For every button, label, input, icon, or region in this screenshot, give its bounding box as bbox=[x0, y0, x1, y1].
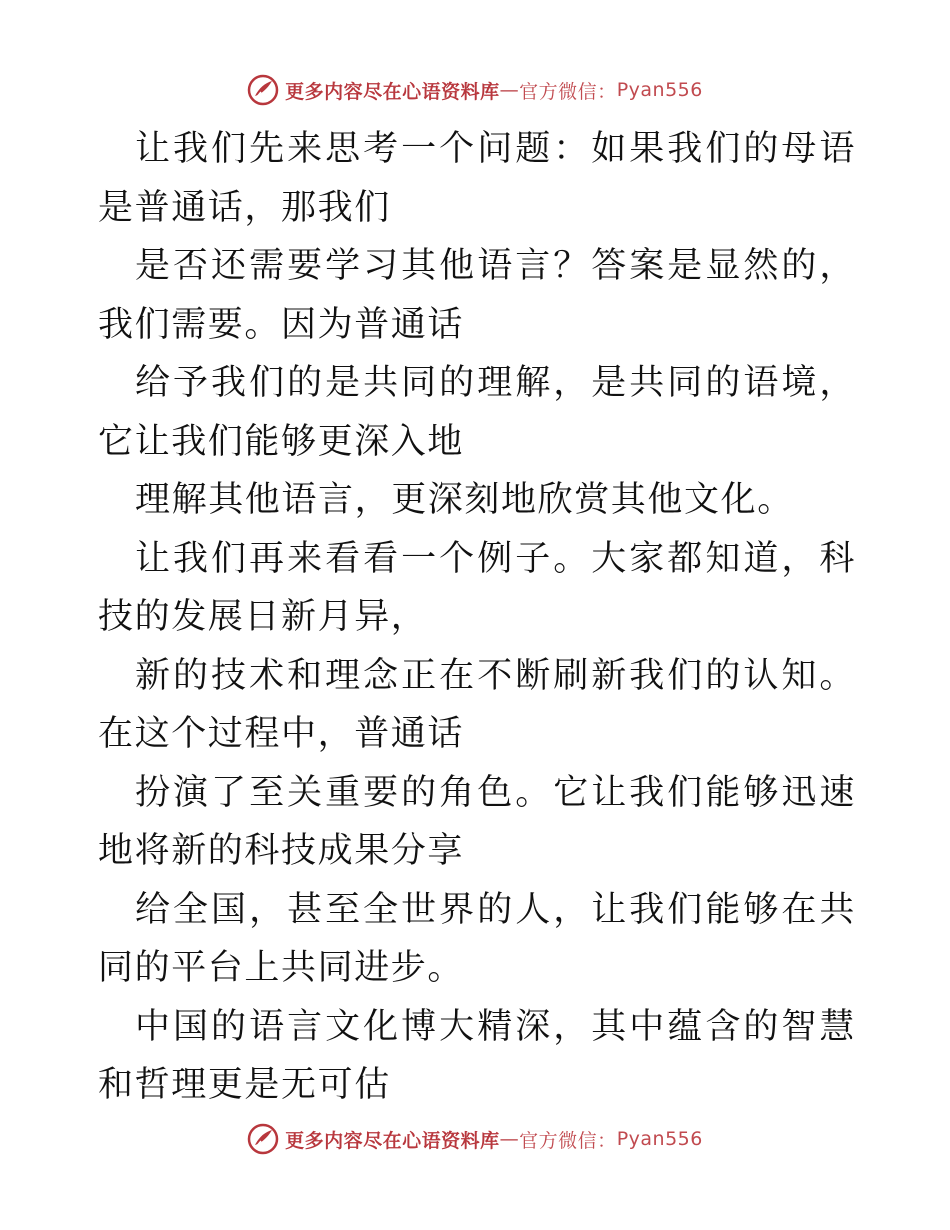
paragraph: 理解其他语言，更深刻地欣赏其他文化。 bbox=[135, 480, 794, 520]
footer-contact-handle: Pyan556 bbox=[616, 1128, 703, 1150]
paragraph: 给全国，甚至全世界的人，让我们能够在共同的平台上共同进步。 bbox=[98, 889, 856, 988]
paragraph: 让我们再来看看一个例子。大家都知道，科技的发展日新月异， bbox=[98, 538, 856, 637]
quill-seal-icon bbox=[247, 1123, 279, 1155]
footer-separator: — bbox=[499, 1128, 520, 1150]
paragraph: 给予我们的是共同的理解，是共同的语境，它让我们能够更深入地 bbox=[98, 363, 856, 462]
footer-banner bbox=[0, 1119, 950, 1159]
footer-brand: 更多内容尽在心语资料库 bbox=[285, 1129, 500, 1152]
footer-contact-label: 官方微信： bbox=[519, 1129, 617, 1152]
paragraph: 新的技术和理念正在不断刷新我们的认知。在这个过程中，普通话 bbox=[98, 655, 856, 754]
paragraph: 中国的语言文化博大精深，其中蕴含的智慧和哲理更是无可估 bbox=[98, 1006, 856, 1105]
body-text bbox=[98, 120, 856, 1115]
quill-seal-icon bbox=[247, 74, 279, 106]
header-brand: 更多内容尽在心语资料库 bbox=[285, 80, 500, 103]
header-contact-handle: Pyan556 bbox=[616, 79, 703, 101]
paragraph: 是否还需要学习其他语言？答案是显然的，我们需要。因为普通话 bbox=[98, 246, 856, 345]
paragraph: 扮演了至关重要的角色。它让我们能够迅速地将新的科技成果分享 bbox=[98, 772, 856, 871]
paragraph: 让我们先来思考一个问题：如果我们的母语是普通话，那我们 bbox=[98, 129, 856, 228]
header-separator: — bbox=[499, 79, 520, 101]
header-banner bbox=[0, 70, 950, 110]
header-contact-label: 官方微信： bbox=[519, 80, 617, 103]
